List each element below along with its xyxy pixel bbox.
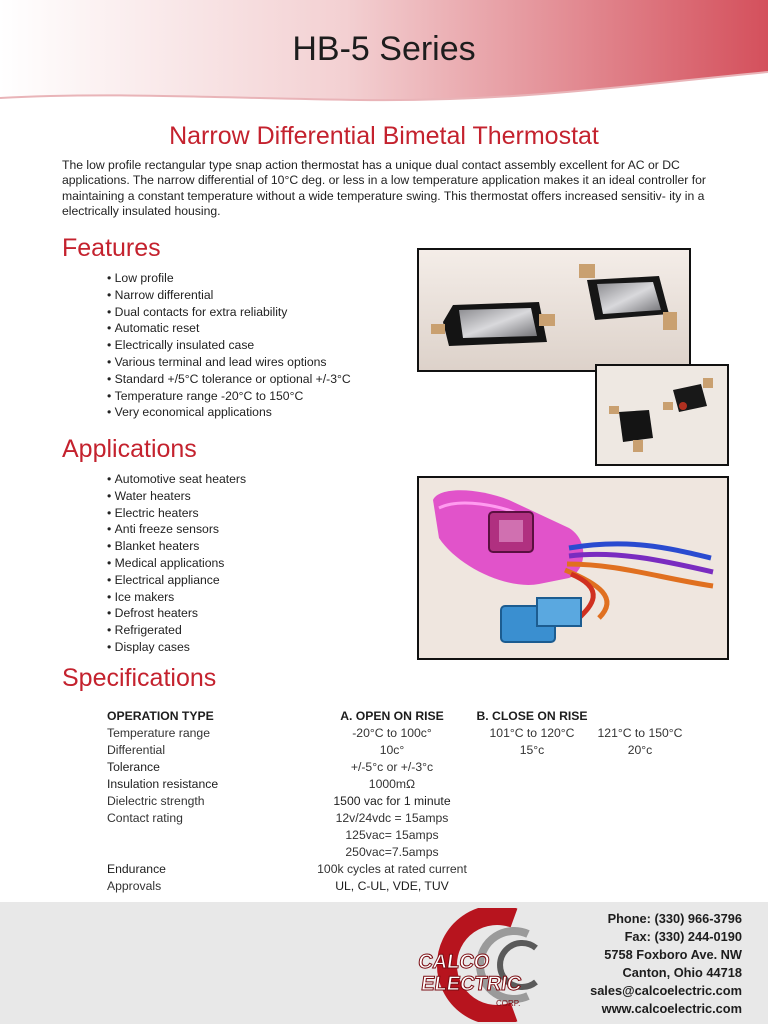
specifications-heading: Specifications: [62, 664, 217, 692]
cell-value: 1500 vac for 1 minute: [333, 794, 451, 808]
row-label: Differential: [107, 743, 166, 757]
email-link[interactable]: sales@calcoelectric.com: [590, 983, 742, 998]
column-header: A. OPEN ON RISE: [340, 709, 444, 723]
intro-paragraph: The low profile rectangular type snap action thermostat has a unique dual contact assembly excellent for AC or DC applications. The narrow differential of 10°C deg. or less in a low temperature application makes it an ideal controller for maintaining a constant temperature without a wide temperature swing. This thermostat offers increased sensitiv- ity in a electrically insulated housing.: [62, 158, 706, 219]
features-list: [107, 270, 351, 421]
row-label: Dielectric strength: [107, 794, 205, 808]
list-item: • Display cases: [107, 639, 246, 656]
row-label: Temperature range: [107, 726, 210, 740]
fax-number: Fax: (330) 244-0190: [624, 929, 742, 944]
cell-value: 101°C to 120°C: [489, 726, 575, 740]
list-item: • Blanket heaters: [107, 538, 246, 555]
row-label: Tolerance: [107, 760, 160, 774]
row-label: Contact rating: [107, 811, 183, 825]
list-item: • Very economical applications: [107, 404, 351, 421]
cell-value: 15°c: [519, 743, 545, 757]
cell-value: 100k cycles at rated current: [317, 862, 467, 876]
column-header: OPERATION TYPE: [107, 709, 214, 723]
page-title: HB-5 Series: [292, 30, 476, 68]
list-item: • Ice makers: [107, 589, 246, 606]
row-label: Endurance: [107, 862, 166, 876]
applications-heading: Applications: [62, 435, 197, 463]
svg-text:ELECTRIC: ELECTRIC: [419, 973, 523, 995]
phone-number: Phone: (330) 966-3796: [607, 911, 742, 926]
list-item: • Low profile: [107, 270, 351, 287]
city-state-zip: Canton, Ohio 44718: [622, 965, 742, 980]
row-label: Insulation resistance: [107, 777, 219, 791]
cell-value: +/-5°c or +/-3°c: [350, 760, 434, 774]
column-header: B. CLOSE ON RISE: [476, 709, 588, 723]
features-heading: Features: [62, 234, 161, 262]
list-item: • Temperature range -20°C to 150°C: [107, 388, 351, 405]
cell-value: 250vac=7.5amps: [345, 845, 439, 859]
cell-value: 1000mΩ: [368, 777, 416, 791]
cell-value: 20°c: [627, 743, 653, 757]
svg-text:CALCO: CALCO: [418, 951, 491, 973]
list-item: • Water heaters: [107, 488, 246, 505]
list-item: • Dual contacts for extra reliability: [107, 304, 351, 321]
list-item: • Automotive seat heaters: [107, 471, 246, 488]
website-link[interactable]: www.calcoelectric.com: [601, 1001, 742, 1016]
thermostat-photo-small: [595, 364, 729, 466]
list-item: • Standard +/5°C tolerance or optional +/-3°C: [107, 371, 351, 388]
list-item: • Automatic reset: [107, 320, 351, 337]
calco-electric-logo: [418, 908, 558, 1022]
contact-info: [590, 910, 742, 1018]
cell-value: 10c°: [379, 743, 405, 757]
list-item: • Various terminal and lead wires options: [107, 354, 351, 371]
product-subtitle: Narrow Differential Bimetal Thermostat: [169, 122, 599, 150]
list-item: • Defrost heaters: [107, 605, 246, 622]
list-item: • Electrical appliance: [107, 572, 246, 589]
list-item: • Narrow differential: [107, 287, 351, 304]
cell-value: -20°C to 100c°: [352, 726, 432, 740]
cell-value: UL, C-UL, VDE, TUV: [335, 879, 449, 893]
list-item: • Refrigerated: [107, 622, 246, 639]
applications-list: [107, 471, 246, 656]
list-item: • Anti freeze sensors: [107, 521, 246, 538]
list-item: • Electric heaters: [107, 505, 246, 522]
cell-value: 125vac= 15amps: [345, 828, 439, 842]
svg-text:CORP.: CORP.: [496, 999, 521, 1008]
cell-value: 12v/24vdc = 15amps: [335, 811, 449, 825]
row-label: Approvals: [107, 879, 162, 893]
list-item: • Electrically insulated case: [107, 337, 351, 354]
street-address: 5758 Foxboro Ave. NW: [604, 947, 742, 962]
cell-value: 121°C to 150°C: [597, 726, 683, 740]
sealed-thermostat-photo: [417, 476, 729, 660]
thermostat-photo-large: [417, 248, 691, 372]
list-item: • Medical applications: [107, 555, 246, 572]
